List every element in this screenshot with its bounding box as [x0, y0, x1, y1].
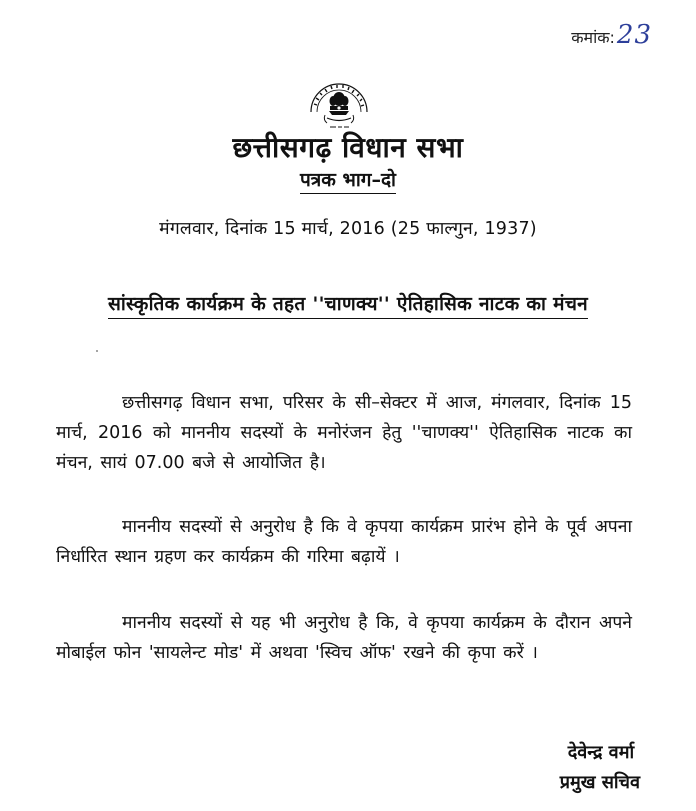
- date-line: मंगलवार, दिनांक 15 मार्च, 2016 (25 फाल्गुन, 1937): [159, 219, 537, 239]
- page-subtitle: [0, 166, 696, 194]
- serial-handwritten-number: 23: [616, 20, 652, 50]
- paragraph: माननीय सदस्यों से अनुरोध है कि वे कृपया कार्यक्रम प्रारंभ होने के पूर्व अपना निर्धारित स्थान ग्रहण कर कार्यक्रम की गरिमा बढ़ायें ।: [56, 516, 632, 567]
- serial-label: कमांक:: [571, 28, 615, 47]
- notice-heading-text: सांस्कृतिक कार्यक्रम के तहत ''चाणक्य'' ऐतिहासिक नाटक का मंचन: [108, 290, 588, 319]
- notice-heading: [0, 290, 696, 319]
- paragraph: माननीय सदस्यों से यह भी अनुरोध है कि, वे कृपया कार्यक्रम के दौरान अपने मोबाईल फोन 'सायलेन्ट मोड' में अथवा 'स्विच ऑफ' रखने की कृपा करें ।: [56, 612, 632, 663]
- signatory-designation: प्रमुख सचिव: [559, 772, 640, 793]
- serial-number: [571, 22, 652, 48]
- page-title: छत्तीसगढ़ विधान सभा: [232, 131, 464, 164]
- paragraph: छत्तीसगढ़ विधान सभा, परिसर के सी–सेक्टर में आज, मंगलवार, दिनांक 15 मार्च, 2016 को माननीय सदस्यों के मनोरंजन हेतु ''चाणक्य'' ऐतिहासिक नाटक का मंचन, सायं 07.00 बजे से आयोजित है।: [56, 392, 632, 473]
- legislative-assembly-emblem-icon: [303, 68, 375, 132]
- scan-speck: [96, 350, 98, 352]
- subtitle-text: पत्रक भाग–दो: [300, 166, 396, 194]
- signature-block: [559, 738, 640, 798]
- signatory-name: देवेन्द्र वर्मा: [567, 742, 635, 763]
